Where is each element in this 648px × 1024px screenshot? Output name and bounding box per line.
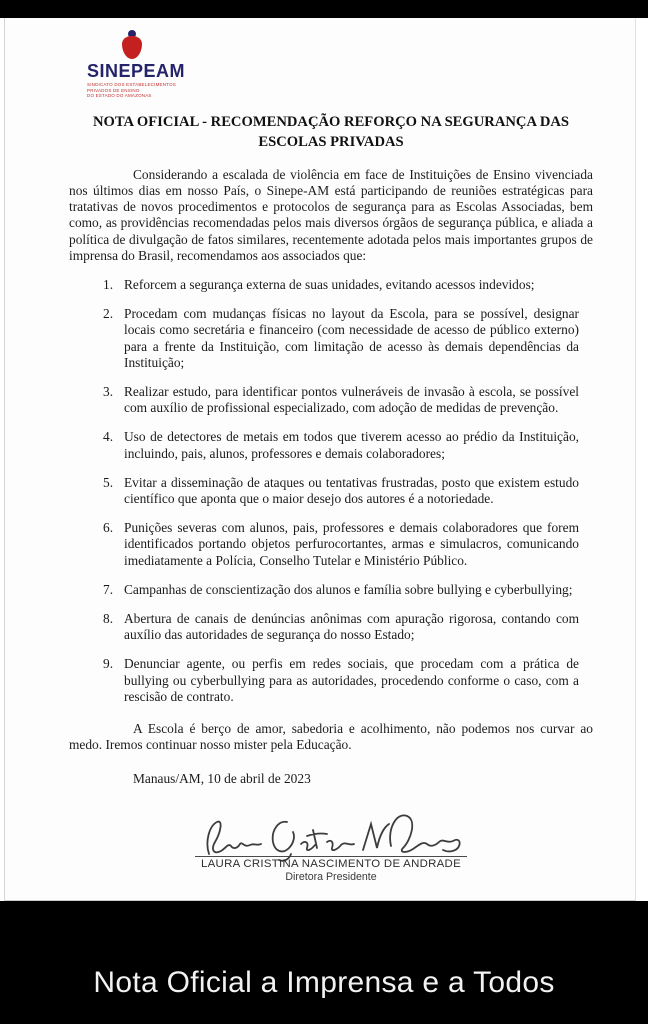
list-item (103, 611, 579, 643)
shield-body-shape (122, 36, 142, 59)
item-text: Abertura de canais de denúncias anônimas com apuração rigorosa, contando com auxílio das autoridades de segurança do nosso Estado; (124, 610, 579, 643)
item-number: 6. (103, 520, 114, 536)
intro-paragraph: Considerando a escalada de violência em face de Instituições de Ensino vivenciada nos últimos dias em nosso País, o Sinepe-AM está participando de reuniões estratégicas para tratativas de novos procedimentos e protocolos de segurança para as Escolas Associadas, bem como, as providências recomendadas pelos mais diversos órgãos de segurança pública, e aliada a política de divulgação de fatos similares, recentemente adotada pelos mais importantes grupos de imprensa do Brasil, recomendamos aos associados que: (69, 166, 593, 263)
logo-tagline-line1: SINDICATO DOS ESTABELECIMENTOS PRIVADOS DE ENSINO (87, 82, 176, 93)
item-number: 5. (103, 474, 114, 490)
item-number: 4. (103, 429, 114, 445)
item-text: Campanhas de conscientização dos alunos e família sobre bullying e cyberbullying; (124, 581, 573, 597)
list-item (103, 582, 579, 598)
document-title: NOTA OFICIAL - RECOMENDAÇÃO REFORÇO NA SEGURANÇA DAS ESCOLAS PRIVADAS (92, 113, 570, 151)
list-item (103, 277, 579, 293)
caption-text: Nota Oficial a Imprensa e a Todos (93, 966, 555, 999)
closing-paragraph: A Escola é berço de amor, sabedoria e acolhimento, não podemos nos curvar ao medo. Iremos continuar nosso mister pela Educação. (69, 721, 593, 753)
sinepeam-logo (87, 30, 217, 99)
sinepeam-shield-icon (121, 30, 143, 60)
item-number: 2. (103, 306, 114, 322)
item-text: Realizar estudo, para identificar pontos vulneráveis de invasão à escola, se possível com auxílio de profissional especializado, com adoção de medidas de prevenção. (124, 383, 579, 416)
signature-block (191, 808, 471, 883)
item-text: Punições severas com alunos, pais, professores e demais colaboradores que forem identificados portando objetos perfurocortantes, armas e simulacros, comunicando imediatamente a Polícia, Conselho Tutelar e Ministério Público. (124, 520, 579, 568)
item-number: 7. (103, 581, 114, 597)
list-item (103, 520, 579, 569)
item-number: 3. (103, 383, 114, 399)
list-item (103, 429, 579, 461)
signatory-name: LAURA CRISTINA NASCIMENTO DE ANDRADE (201, 857, 461, 870)
item-number: 8. (103, 610, 114, 626)
item-number: 1. (103, 276, 114, 292)
document-page (4, 18, 636, 901)
item-number: 9. (103, 656, 114, 672)
logo-tagline-line2: DO ESTADO DO AMAZONAS (87, 93, 152, 99)
logo-org-name: SINEPEAM (87, 61, 186, 81)
document-photo-area (0, 18, 648, 901)
list-item (103, 384, 579, 416)
recommendation-list (103, 277, 593, 705)
signature-rule (195, 856, 467, 857)
item-text: Procedam com mudanças físicas no layout da Escola, para se possível, designar locais como secretária e financeiro (com necessidade de acesso de público externo) para a frente da Instituição, com limitação de acesso às demais dependências da Instituição; (124, 306, 579, 370)
list-item (103, 306, 579, 371)
logo-tagline (87, 82, 192, 99)
list-item (103, 475, 579, 507)
top-letterbox-bar (0, 0, 648, 18)
handwritten-signature (195, 808, 467, 862)
list-item (103, 656, 579, 705)
item-text: Evitar a disseminação de ataques ou tentativas frustradas, posto que existem estudo científico que aponta que o maior desejo dos autores é a notoriedade. (124, 474, 579, 506)
dateline: Manaus/AM, 10 de abril de 2023 (133, 771, 311, 787)
item-text: Uso de detectores de metais em todos que tiverem acesso ao prédio da Instituição, incluindo, pais, alunos, professores e demais colaboradores; (124, 429, 579, 461)
item-text: Reforcem a segurança externa de suas unidades, evitando acessos indevidos; (124, 276, 535, 292)
bottom-caption-bar (0, 901, 648, 1024)
signatory-role: Diretora Presidente (285, 870, 377, 883)
item-text: Denunciar agente, ou perfis em redes sociais, que procedam com a prática de bullying ou cyberbullying para as autoridades, procedendo conforme o caso, com a rescisão de contrato. (124, 656, 579, 704)
